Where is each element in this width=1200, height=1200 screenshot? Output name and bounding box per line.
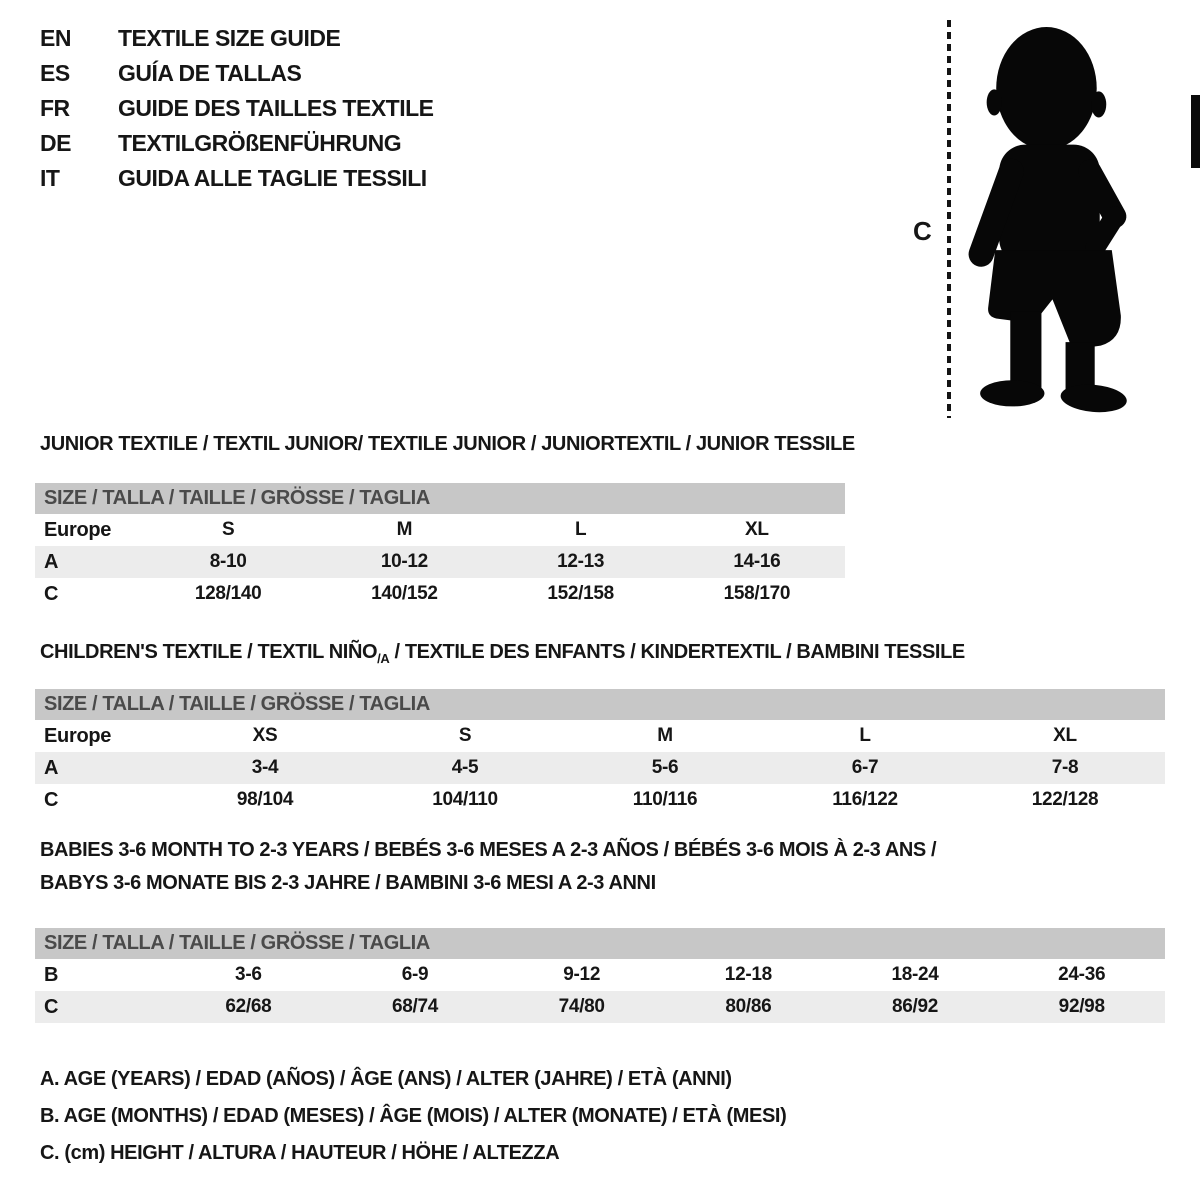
height-dashed-line: [947, 20, 951, 418]
row-label: C: [44, 995, 59, 1018]
size-table-header: SIZE / TALLA / TAILLE / GRÖSSE / TAGLIA: [35, 928, 1165, 959]
language-code: DE: [40, 130, 71, 156]
toddler-silhouette-icon: [965, 18, 1143, 420]
size-value: M: [657, 725, 673, 746]
children-title-sub: /A: [377, 651, 390, 666]
junior-size-table: [35, 483, 845, 610]
height-value: 68/74: [391, 996, 439, 1017]
language-code: IT: [40, 165, 60, 191]
babies-title-line1: BABIES 3-6 MONTH TO 2-3 YEARS / BEBÉS 3-6 MESES A 2-3 AÑOS / BÉBÉS 3-6 MOIS À 2-3 ANS /: [40, 839, 937, 861]
size-value: L: [859, 725, 871, 746]
age-value: 8-10: [209, 551, 247, 572]
row-label: Europe: [44, 518, 112, 541]
children-size-table: [35, 689, 1165, 816]
height-value: 128/140: [194, 583, 262, 604]
row-label: A: [44, 550, 59, 573]
months-value: 3-6: [235, 964, 262, 985]
babies-section-title: [40, 834, 936, 900]
guide-title-en: TEXTILE SIZE GUIDE: [118, 25, 341, 51]
height-value: 98/104: [236, 789, 294, 810]
children-title-pre: CHILDREN'S TEXTILE / TEXTIL NIÑO: [40, 641, 378, 663]
table-row-age: [35, 546, 845, 578]
height-value: 62/68: [225, 996, 272, 1017]
age-value: 10-12: [380, 551, 428, 572]
height-measure-label: C: [913, 216, 932, 246]
table-row-height: [35, 784, 1165, 816]
footnote-age-months: B. AGE (MONTHS) / EDAD (MESES) / ÂGE (MOIS) / ALTER (MONATE) / ETÀ (MESI): [40, 1105, 787, 1127]
babies-size-table: [35, 928, 1165, 1023]
children-title-post: / TEXTILE DES ENFANTS / KINDERTEXTIL / BAMBINI TESSILE: [389, 641, 965, 663]
months-value: 12-18: [724, 964, 772, 985]
months-value: 6-9: [401, 964, 429, 985]
months-value: 9-12: [563, 964, 601, 985]
table-row-age: [35, 752, 1165, 784]
row-label: B: [44, 963, 59, 986]
age-value: 5-6: [651, 757, 679, 778]
guide-title-it: GUIDA ALLE TAGLIE TESSILI: [118, 165, 427, 191]
language-row-de: [40, 126, 434, 161]
height-value: 104/110: [432, 789, 498, 810]
language-row-fr: [40, 91, 434, 126]
age-value: 3-4: [251, 757, 279, 778]
height-value: 74/80: [558, 996, 605, 1017]
age-value: 12-13: [557, 551, 605, 572]
height-value: 152/158: [547, 583, 614, 604]
legend-footnotes: [40, 1061, 786, 1172]
height-value: 158/170: [723, 583, 791, 604]
guide-title-fr: GUIDE DES TAILLES TEXTILE: [118, 95, 434, 121]
language-code: ES: [40, 60, 70, 86]
table-row-height: [35, 991, 1165, 1023]
size-table-header: SIZE / TALLA / TAILLE / GRÖSSE / TAGLIA: [35, 689, 1165, 720]
age-value: 6-7: [851, 757, 879, 778]
table-row-europe: [35, 514, 845, 546]
row-label: A: [44, 756, 59, 779]
guide-title-es: GUÍA DE TALLAS: [118, 60, 302, 86]
months-value: 18-24: [891, 964, 939, 985]
language-code: EN: [40, 25, 71, 51]
guide-title-de: TEXTILGRÖßENFÜHRUNG: [118, 130, 402, 156]
table-row-months: [35, 959, 1165, 991]
height-value: 86/92: [892, 996, 939, 1017]
age-value: 14-16: [733, 551, 781, 572]
row-label: Europe: [44, 724, 112, 747]
height-value: 110/116: [632, 789, 698, 810]
size-table-header: SIZE / TALLA / TAILLE / GRÖSSE / TAGLIA: [35, 483, 845, 514]
size-value: L: [574, 519, 587, 540]
size-value: M: [396, 519, 413, 540]
row-label: C: [44, 582, 59, 605]
junior-section-title: JUNIOR TEXTILE / TEXTIL JUNIOR/ TEXTILE JUNIOR / JUNIORTEXTIL / JUNIOR TESSILE: [40, 433, 855, 455]
size-value: XS: [252, 725, 278, 746]
age-value: 4-5: [451, 757, 479, 778]
height-figure: [905, 15, 1160, 427]
language-row-en: [40, 21, 434, 56]
age-value: 7-8: [1051, 757, 1079, 778]
babies-title-line2: BABYS 3-6 MONATE BIS 2-3 JAHRE / BAMBINI 3-6 MESI A 2-3 ANNI: [40, 872, 656, 894]
height-value: 122/128: [1031, 789, 1099, 810]
right-edge-mark: [1191, 95, 1200, 168]
row-label: C: [44, 788, 59, 811]
months-value: 24-36: [1058, 964, 1106, 985]
language-title-block: [40, 21, 434, 196]
language-row-es: [40, 56, 434, 91]
height-value: 140/152: [371, 583, 438, 604]
size-value: XL: [745, 519, 769, 540]
size-value: S: [221, 519, 235, 540]
height-value: 92/98: [1058, 996, 1105, 1017]
height-value: 80/86: [725, 996, 772, 1017]
size-value: S: [458, 725, 472, 746]
footnote-height-cm: C. (cm) HEIGHT / ALTURA / HAUTEUR / HÖHE / ALTEZZA: [40, 1142, 560, 1164]
height-value: 116/122: [832, 789, 898, 810]
table-row-europe: [35, 720, 1165, 752]
children-section-title: [40, 641, 965, 666]
size-value: XL: [1053, 725, 1077, 746]
footnote-age-years: A. AGE (YEARS) / EDAD (AÑOS) / ÂGE (ANS) / ALTER (JAHRE) / ETÀ (ANNI): [40, 1068, 732, 1090]
language-code: FR: [40, 95, 70, 121]
table-row-height: [35, 578, 845, 610]
language-row-it: [40, 161, 434, 196]
